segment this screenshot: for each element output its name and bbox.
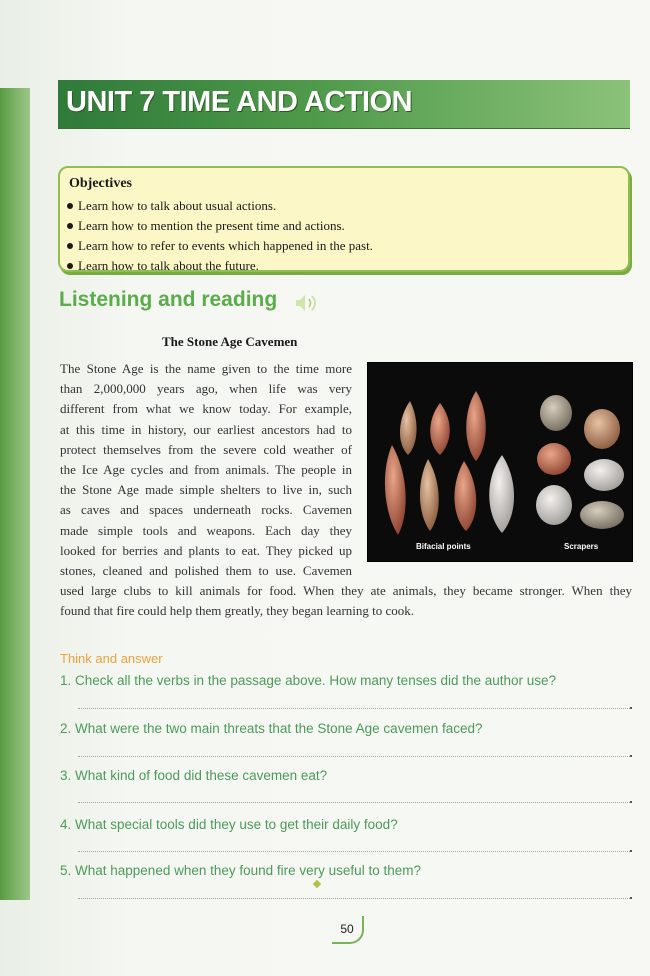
stone-tools-illustration: [368, 363, 632, 561]
audio-speaker-icon[interactable]: [294, 292, 322, 314]
passage-line: looked for berries and plants to eat. They picked up: [60, 542, 352, 558]
passage-line: used large clubs to kill animals for food. When they ate animals, they became stronger. When they: [60, 583, 632, 599]
answer-line-4[interactable]: [78, 851, 630, 852]
passage-line: protect themselves from the severe cold weather of: [60, 441, 352, 457]
answer-line-3[interactable]: [78, 802, 630, 803]
question-4: 4. What special tools did they use to get their daily food?: [60, 817, 398, 832]
passage-line: different from what we know today. For example,: [60, 401, 352, 417]
question-1: 1. Check all the verbs in the passage above. How many tenses did the author use?: [60, 673, 557, 688]
passage-line: found that fire could help them greatly, they began learning to cook.: [60, 603, 415, 619]
passage-line: as caves and spaces underneath rocks. Cavemen: [60, 502, 352, 518]
line-end-dot: [630, 755, 632, 757]
passage-line: than 2,000,000 years ago, when life was very: [60, 381, 352, 397]
line-end-dot: [630, 897, 632, 899]
passage-line: the Stone Age made simple shelters to live in, such: [60, 482, 352, 498]
section-heading: Listening and reading: [59, 288, 278, 311]
passage-line: at this time in history, our earliest ancestors had to: [60, 421, 352, 437]
line-end-dot: [630, 801, 632, 803]
objectives-list: [67, 196, 373, 276]
objective-item: [67, 196, 373, 216]
objective-text: Learn how to talk about the future.: [78, 258, 259, 273]
objectives-title: Objectives: [69, 176, 132, 191]
passage-line: The Stone Age is the name given to the time more: [60, 361, 352, 376]
line-end-dot: [630, 707, 632, 709]
page-number: 50: [332, 916, 364, 944]
answer-line-2[interactable]: [78, 756, 630, 757]
objective-item: [67, 236, 373, 256]
bullet-icon: [67, 223, 73, 229]
question-3: 3. What kind of food did these cavemen eat?: [60, 768, 328, 783]
think-and-answer-heading: Think and answer: [60, 651, 163, 666]
line-end-dot: [630, 850, 632, 852]
answer-line-5[interactable]: [78, 898, 630, 899]
question-2: 2. What were the two main threats that the Stone Age cavemen faced?: [60, 721, 483, 736]
left-margin-stripe: [0, 88, 30, 900]
objectives-box: [58, 166, 630, 272]
passage-line: stones, cleaned and polished them to use. Cavemen: [60, 562, 352, 578]
caption-bifacial-points: Bifacial points: [416, 542, 471, 551]
objective-item: [67, 216, 373, 236]
objective-text: Learn how to mention the present time and actions.: [78, 218, 345, 233]
unit-banner: [58, 80, 630, 128]
unit-title: UNIT 7 TIME AND ACTION: [66, 86, 413, 118]
question-5: 5. What happened when they found fire very useful to them?: [60, 863, 421, 878]
bullet-icon: [67, 203, 73, 209]
caption-scrapers: Scrapers: [564, 542, 599, 551]
answer-line-1[interactable]: [78, 708, 630, 709]
stone-tools-photo: [367, 362, 633, 562]
objective-text: Learn how to talk about usual actions.: [78, 198, 277, 213]
objective-text: Learn how to refer to events which happened in the past.: [78, 238, 373, 253]
passage-line: the Ice Age cycles and from animals. The people in: [60, 461, 352, 477]
passage-line: made simple tools and weapons. Each day they: [60, 522, 352, 538]
passage-title: The Stone Age Cavemen: [162, 334, 298, 349]
objective-item: [67, 256, 373, 276]
bullet-icon: [67, 243, 73, 249]
bullet-icon: [67, 263, 73, 269]
